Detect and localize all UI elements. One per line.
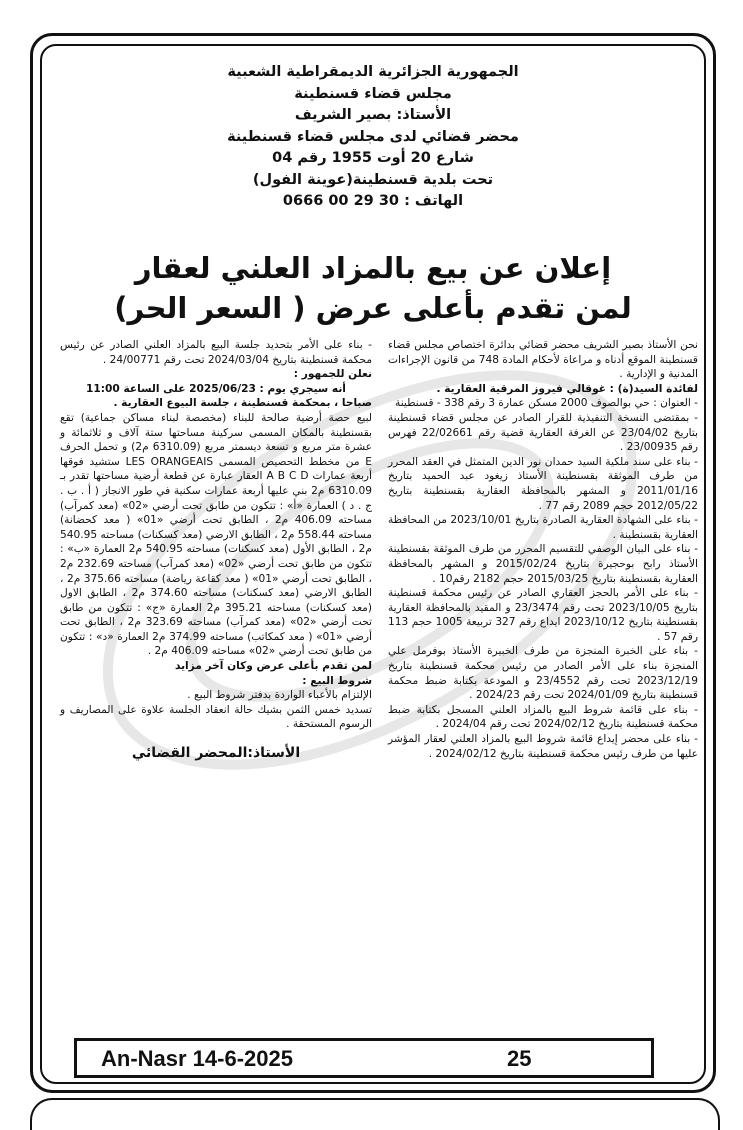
paragraph: - بناء على قائمة شروط البيع بالمزاد العلني المسجل بكتابة ضبط محكمة قسنطينة بتاريخ 2024/02/12 تحت رقم 2024/04 . xyxy=(388,703,698,731)
paragraph: تسديد خمس الثمن بشيك حالة انعقاد الجلسة علاوة على المصاريف و الرسوم المستحقة . xyxy=(60,703,372,731)
paragraph: نحن الأستاذ بصير الشريف محضر قضائي بدائرة اختصاص مجلس قضاء قسنطينة الموقع أدناه و مراعاة لأحكام المادة 748 من قانون الإجراءات المدنية و الإدارية . xyxy=(388,339,698,381)
paragraph: لبيع حصة أرضية صالحة للبناء (مخصصة لبناء مساكن جماعية) تقع بقسنطينة بالمكان المسمى سركينة مساحتها ستة آلاف و ثلاثمائة و عشرة متر مربع و تسعة ديسمتر مربع (6310.09 م2) و تحمل الحرف E من مخطط التحصيص المسمى LES ORANGEAIS ستشيد فوقها أربعة عمارات A B C D العقار عبارة عن قطعة أرضية مساحتها تقدر بـ 6310.09 م2 بني عليها أربعة عمارات سكنية في طور الانجاز ( أ . ب . ج . د ) العمارة «أ» : تتكون من طابق تحت أرضي «02» (معد كمرآب) مساحته 406.09 م2 ، الطابق تحت أرضي «01» ( معد كحضانة) مساحته 558.44 م2 ، الطابق الارضي (معد كسكنات) مساحته 540.95 م2 ، الطابق الأول (معد كسكنات) مساحته 540.95 م2 العمارة «ب» : تتكون من طابق تحت أرضي «02» (معد كمرآب) مساحته 232.69 م2 ، الطابق تحت أرضي «01» ( معد كقاعة رياضة) مساحته 375.66 م2 ، الطابق الارضي (معد كسكنات) مساحته 374.60 م2 ، الطابق الاول (معد كسكنات) مساحته 395.21 م2 العمارة «ج» : تتكون من طابق تحت أرضي «02» (معد كمرآب) مساحته 323.69 م2 ، الطابق تحت أرضي «01» ( معد كمكاتب) مساحته 374.99 م2 العمارة «د» : تتكون من طابق تحت أرضي «02» مساحته 406.09 م2 . xyxy=(60,411,373,658)
right-column xyxy=(388,338,698,761)
page-number: 25 xyxy=(507,1046,532,1071)
paragraph: شروط البيع : xyxy=(302,674,372,687)
header-municipality: تحت بلدية قسنطينة(عوينة الفول) xyxy=(252,171,494,188)
issuer-header xyxy=(60,62,686,213)
paragraph: - بناء على سند ملكية السيد حمدان نور الدين المتمثل في العقد المحرر من طرف الموثقة بقسنطينة الأستاذ زيغود عبد الحميد بتاريخ 2011/01/16 و المشهر بالمحافظة العقارية بقسنطينة بتاريخ 2012/05/22 حجم 2089 رقم 77 . xyxy=(388,455,698,512)
header-bailiff-title: محضر قضائي لدى مجلس قضاء قسنطينة xyxy=(227,128,519,145)
footer-bar xyxy=(74,1038,654,1078)
notice-headline xyxy=(60,248,686,328)
paragraph: الإلتزام بالأعباء الواردة بدفتر شروط البيع . xyxy=(187,689,372,702)
paragraph: - بناء على الأمر بتحديد جلسة البيع بالمزاد العلني الصادر عن رئيس محكمة قسنطينة بتاريخ 2024/03/04 تحت رقم 24/00771 . xyxy=(60,339,372,366)
paragraph: - بناء على الخبرة المنجزة من طرف الخبيرة الأستاذ بوفرمل علي المنجزة بناء على الأمر الصادر من رئيس محكمة قسنطينة بتاريخ 2023/12/19 تحت رقم 23/4552 و المودعة بكتابة ضبط محكمة قسنطينة بتاريخ 2024/01/09 تحت رقم 2024/23 . xyxy=(388,645,698,702)
signature: الأستاذ:المحضر القضائي xyxy=(131,745,301,762)
paragraph: صباحا ، بمحكمة قسنطينة ، جلسة البيوع العقارية . xyxy=(113,397,372,410)
paragraph: - بناء على الأمر بالحجز العقاري الصادر عن رئيس محكمة قسنطينة بتاريخ 2023/10/05 تحت رقم 23/3474 و المقيد بالمحافظة العقارية بقسنطينة بتاريخ 2023/10/12 ايداع رقم 327 تربيعة 1005 حجم 113 رقم 57 . xyxy=(388,587,698,643)
paragraph: - بناء على البيان الوصفي للتقسيم المحرر من طرف الموثقة بقسنطينة الأستاذ رابح بوحجيرة بتاريخ 2015/02/24 و المشهر بالمحافظة العقارية بقسنطينة بتاريخ 2015/03/25 حجم 2182 رقم10 . xyxy=(388,543,698,585)
left-column xyxy=(60,338,372,761)
header-bailiff-name: الأستاذ: بصير الشريف xyxy=(294,107,452,123)
paragraph: لمن تقدم بأعلى عرض وكان آخر مزايد xyxy=(174,660,372,673)
header-phone: الهاتف : 30 29 00 0666 xyxy=(282,193,464,209)
paragraph: لفائدة السيد(ة) : غوقالي فيروز المرقية العقارية . xyxy=(436,382,698,395)
publication-date: An-Nasr 14-6-2025 xyxy=(101,1046,293,1071)
paragraph: نعلن للجمهور : xyxy=(293,368,372,381)
headline-line-1: إعلان عن بيع بالمزاد العلني لعقار xyxy=(134,251,612,285)
paragraph: - العنوان : حي بوالصوف 2000 مسكن عمارة 3 رقم 338 - قسنطينة xyxy=(395,397,698,410)
paragraph: - بمقتضى النسخة التنفيذية للقرار الصادر عن مجلس قضاء قسنطينة بتاريخ 23/04/02 عن الغرفة العقارية قضية رقم 22/02661 فهرس رقم 23/00935 . xyxy=(388,411,698,454)
header-court: مجلس قضاء قسنطينة xyxy=(294,85,452,102)
header-street: شارع 20 أوت 1955 رقم 04 xyxy=(272,150,474,166)
paragraph: - بناء على الشهادة العقارية الصادرة بتاريخ 2023/10/01 من المحافظة العقارية بقسنطينة . xyxy=(388,514,698,541)
next-ad-border xyxy=(30,1098,720,1130)
header-republic: الجمهورية الجزائرية الديمقراطية الشعبية xyxy=(227,64,519,80)
paragraph: أنه سيجري يوم : 2025/06/23 على الساعة 11:00 xyxy=(86,382,346,395)
headline-line-2: لمن تقدم بأعلى عرض ( السعر الحر) xyxy=(114,291,632,325)
paragraph: - بناء على محضر إيداع قائمة شروط البيع بالمزاد العلني لعقار المؤشر عليها من طرف رئيس محكمة قسنطينة بتاريخ 2024/02/12 . xyxy=(388,733,698,760)
